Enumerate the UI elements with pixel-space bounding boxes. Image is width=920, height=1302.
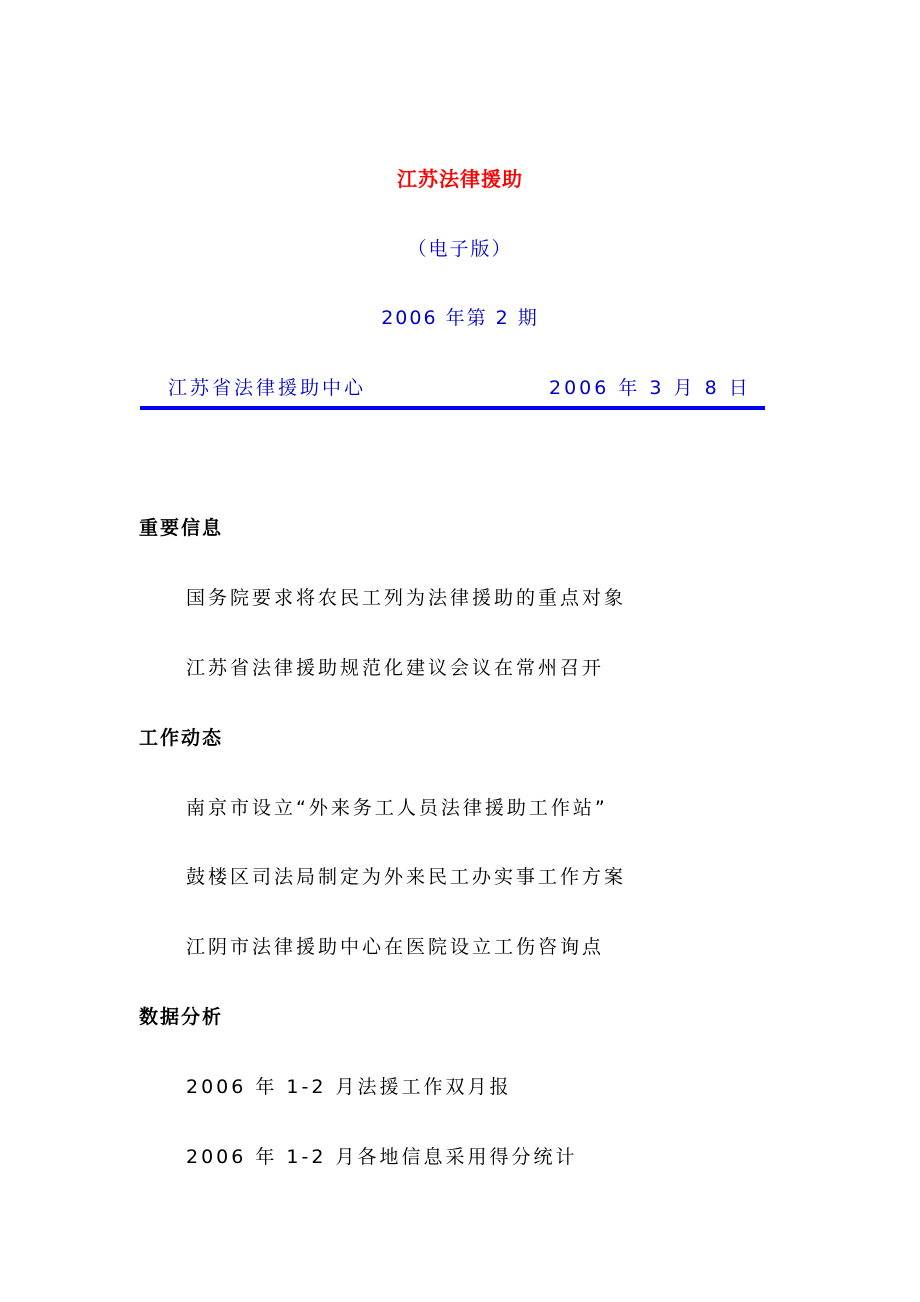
publish-date: 2006 年 3 月 8 日 xyxy=(549,377,751,399)
toc-item: 江苏省法律援助规范化建议会议在常州召开 xyxy=(186,657,605,679)
toc-item: 南京市设立“外来务工人员法律援助工作站” xyxy=(186,797,608,819)
toc-item: 2006 年 1-2 月各地信息采用得分统计 xyxy=(186,1146,578,1168)
toc-item: 鼓楼区司法局制定为外来民工办实事工作方案 xyxy=(186,866,627,888)
newsletter-title: 江苏法律援助 xyxy=(397,167,523,191)
toc-item: 国务院要求将农民工列为法律援助的重点对象 xyxy=(186,587,627,609)
edition-label: （电子版） xyxy=(407,238,513,260)
section-heading-data: 数据分析 xyxy=(139,1006,224,1028)
section-heading-work: 工作动态 xyxy=(139,727,224,749)
issue-number: 2006 年第 2 期 xyxy=(381,307,539,329)
toc-item: 江阴市法律援助中心在医院设立工伤咨询点 xyxy=(186,936,605,958)
section-heading-important: 重要信息 xyxy=(139,517,224,539)
toc-item: 2006 年 1-2 月法援工作双月报 xyxy=(186,1076,512,1098)
publisher-name: 江苏省法律援助中心 xyxy=(168,377,367,399)
header-divider xyxy=(140,406,765,410)
